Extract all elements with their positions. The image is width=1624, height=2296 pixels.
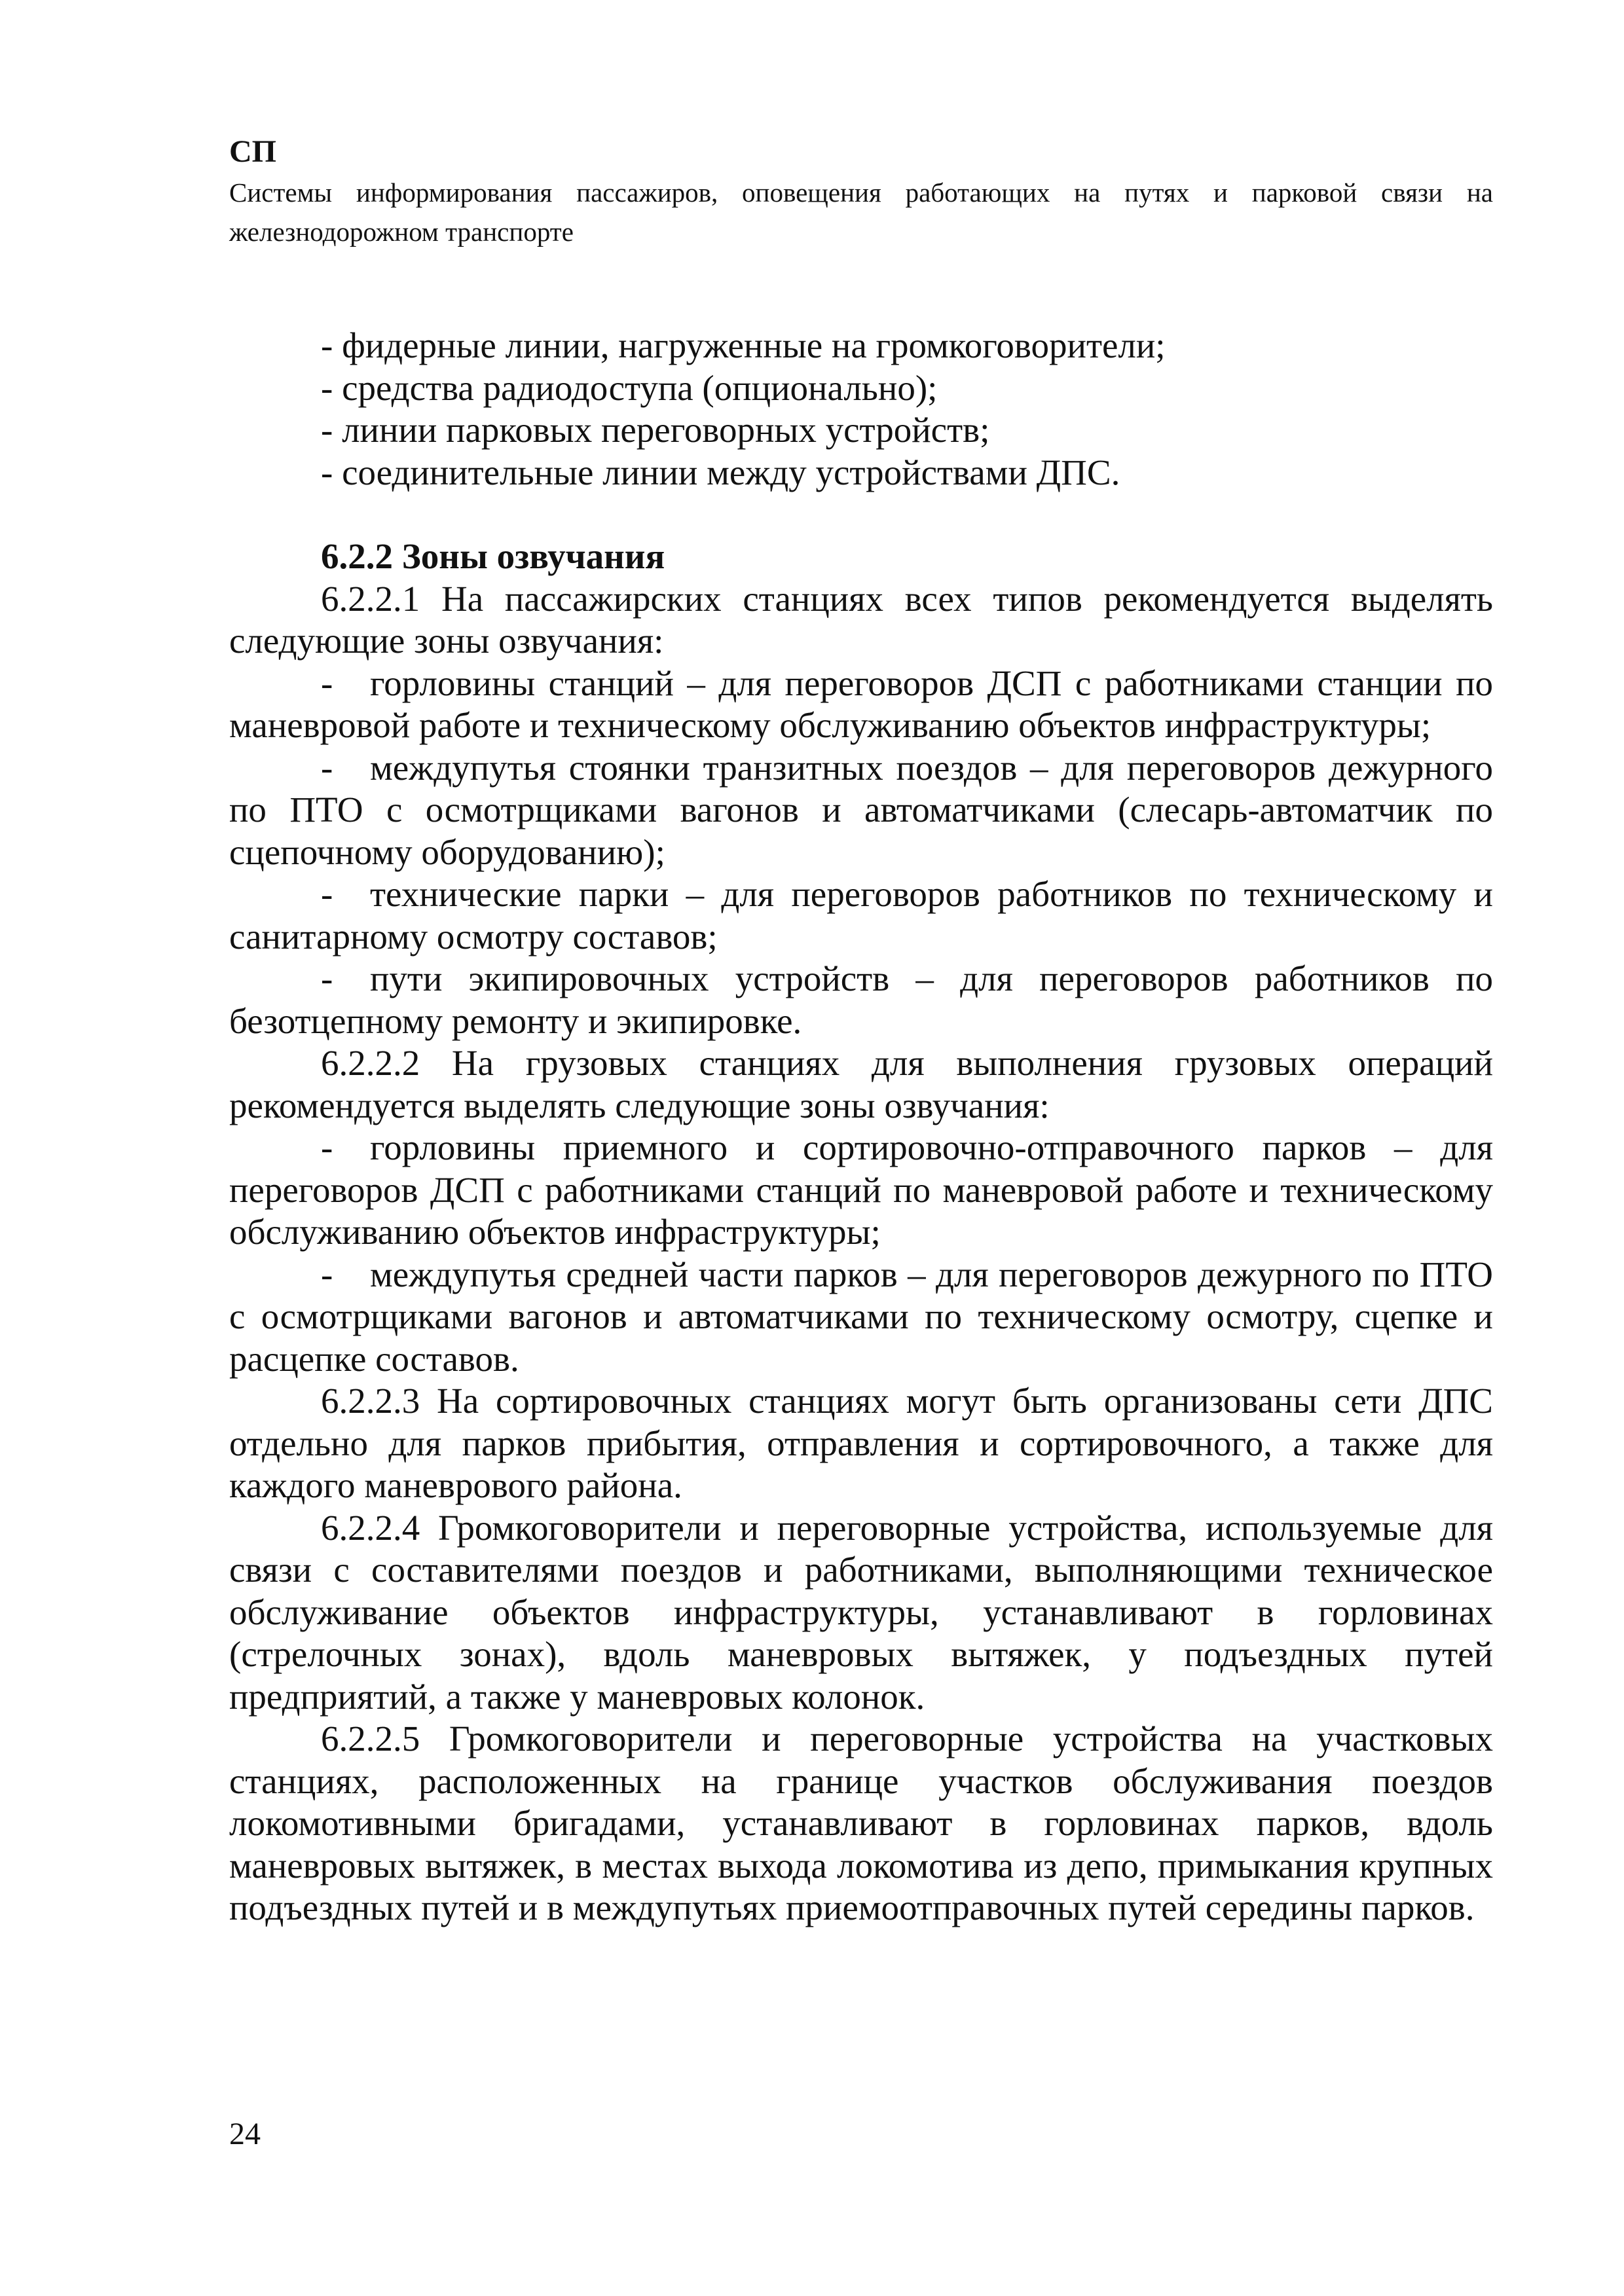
list-item-text: горловины приемного и сортировочно-отправочного парков – для переговоров ДСП с работниками станций по маневровой работе и техническому обслуживанию объектов инфраструктуры;: [229, 1127, 1493, 1252]
list-item: - соединительные линии между устройствами ДПС.: [321, 452, 1120, 492]
section-heading: 6.2.2 Зоны озвучания: [321, 536, 665, 576]
document-body: [229, 325, 1493, 1929]
paragraph-6-2-2-3: 6.2.2.3 На сортировочных станциях могут быть организованы сети ДПС отдельно для парков прибытия, отправления и сортировочного, а также для каждого маневрового района.: [229, 1381, 1493, 1505]
list-item: [229, 1127, 1493, 1254]
dash-marker: -: [321, 747, 333, 788]
list-item: - линии парковых переговорных устройств;: [321, 410, 990, 450]
feeder-list: [229, 325, 1493, 494]
paragraph-6-2-2-2: 6.2.2.2 На грузовых станциях для выполнения грузовых операций рекомендуется выделять следующие зоны озвучания:: [229, 1043, 1493, 1125]
standard-code: СП: [229, 134, 276, 169]
page-header: [229, 131, 1493, 251]
dash-marker: -: [321, 874, 333, 914]
paragraph-6-2-2-5: 6.2.2.5 Громкоговорители и переговорные устройства на участковых станциях, расположенных на границе участков обслуживания поездов локомотивными бригадами, устанавливают в горловинах парков, вдоль маневровых вытяжек, в местах выхода локомотива из депо, примыкания крупных подъездных путей и в междупутьях приемоотправочных путей середины парков.: [229, 1719, 1493, 1927]
list-item: [229, 1254, 1493, 1381]
page-number: 24: [229, 2117, 261, 2151]
dash-marker: -: [321, 663, 333, 703]
list-item: - фидерные линии, нагруженные на громкоговорители;: [321, 325, 1166, 365]
paragraph-6-2-2-4: 6.2.2.4 Громкоговорители и переговорные устройства, используемые для связи с составителями поездов и работниками, выполняющими техническое обслуживание объектов инфраструктуры, устанавливают в горловинах (стрелочных зонах), вдоль маневровых вытяжек, у подъездных путей предприятий, а также у маневровых колонок.: [229, 1507, 1493, 1717]
dash-marker: -: [321, 1127, 333, 1167]
list-item-text: горловины станций – для переговоров ДСП с работниками станции по маневровой работе и техническому обслуживанию объектов инфраструктуры;: [229, 663, 1493, 745]
list-item-text: пути экипировочных устройств – для переговоров работников по безотцепному ремонту и экипировке.: [229, 958, 1493, 1041]
list-item-text: междупутья средней части парков – для переговоров дежурного по ПТО с осмотрщиками вагонов и автоматчиками по техническому осмотру, сцепке и расцепке составов.: [229, 1254, 1493, 1379]
list-item: [229, 873, 1493, 958]
list-item: [229, 663, 1493, 747]
list-item-text: междупутья стоянки транзитных поездов – для переговоров дежурного по ПТО с осмотрщиками вагонов и автоматчиками (слесарь-автоматчик по сцепочному оборудованию);: [229, 747, 1493, 872]
list-item: - средства радиодоступа (опционально);: [321, 367, 938, 408]
paragraph-6-2-2-1: 6.2.2.1 На пассажирских станциях всех типов рекомендуется выделять следующие зоны озвучания:: [229, 578, 1493, 661]
standard-title: Системы информирования пассажиров, оповещения работающих на путях и парковой связи на железнодорожном транспорте: [229, 177, 1493, 247]
list-item: [229, 958, 1493, 1042]
list-item: [229, 747, 1493, 874]
dash-marker: -: [321, 1254, 333, 1294]
spacer: [229, 494, 1493, 536]
list-item-text: технические парки – для переговоров работников по техническому и санитарному осмотру составов;: [229, 874, 1493, 957]
dash-marker: -: [321, 958, 333, 998]
